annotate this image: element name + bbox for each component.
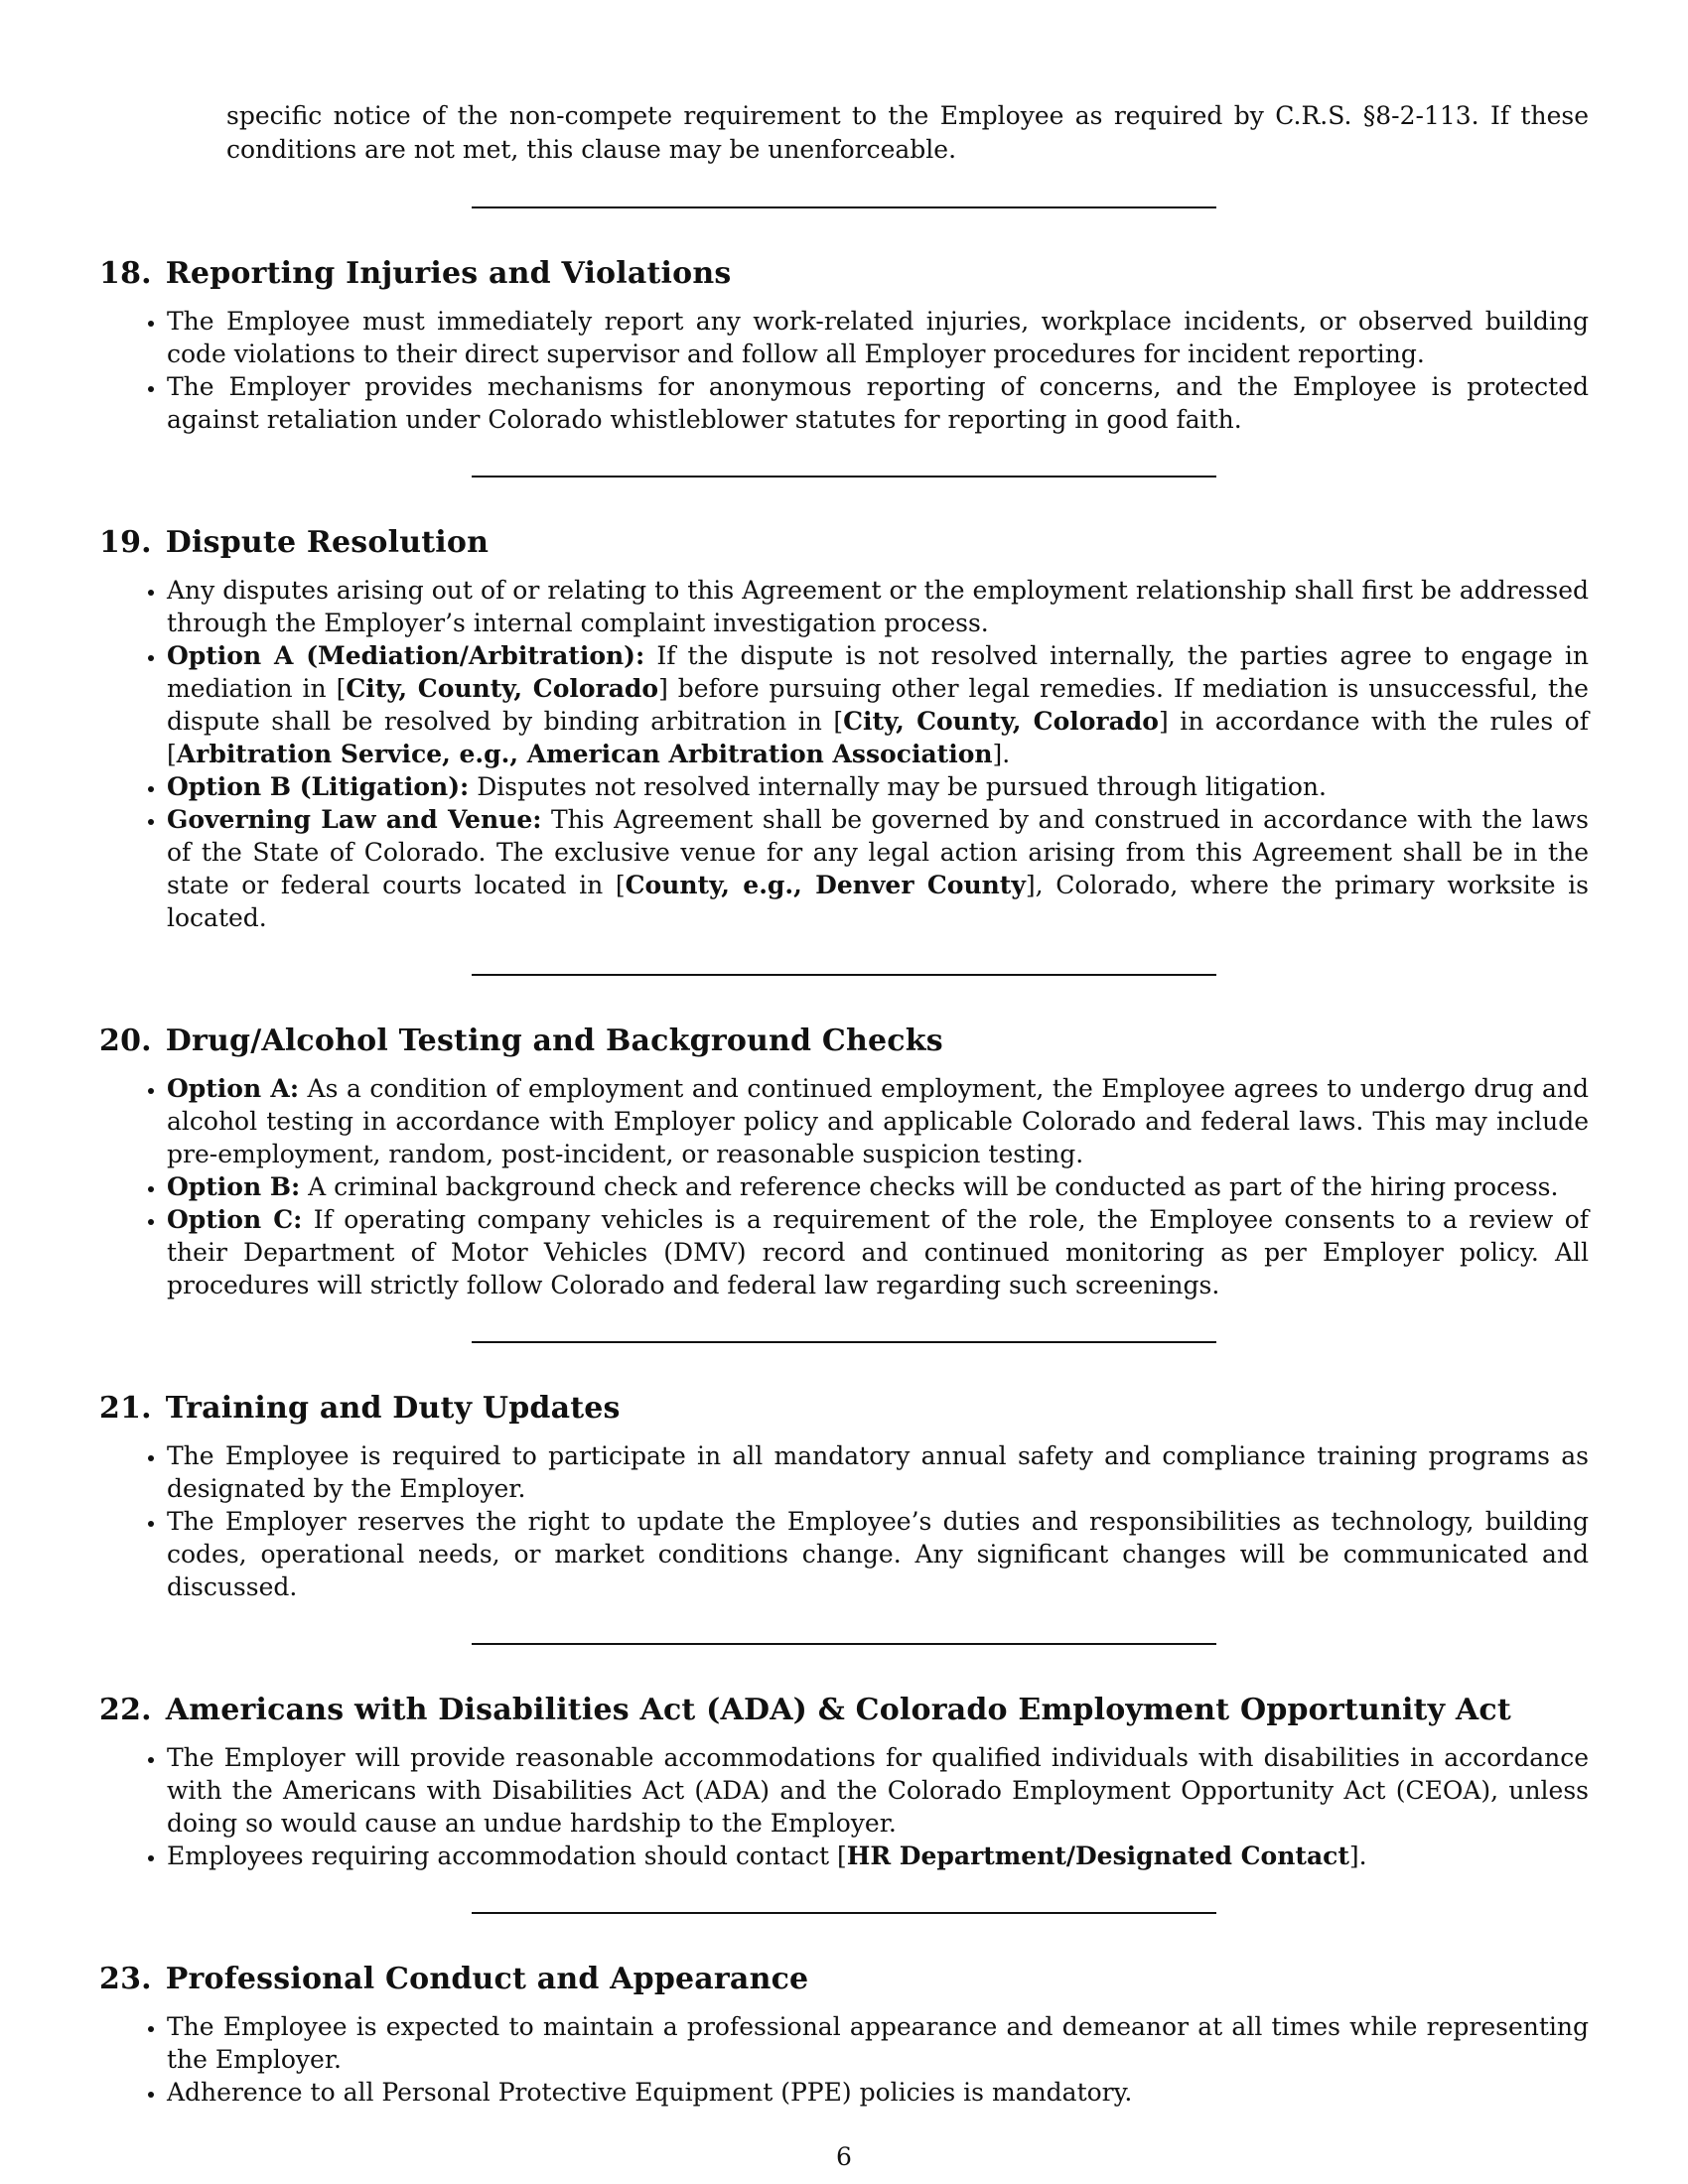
section-19 <box>99 525 1589 934</box>
bullet-list <box>99 1439 1589 1603</box>
list-item: • Any disputes arising out of or relating to this Agreement or the employment relationship shall first be addressed through the Employer’s internal complaint investigation process. <box>167 574 1589 639</box>
list-item: • The Employee is expected to maintain a professional appearance and demeanor at all times while representing the Employer. <box>167 2010 1589 2076</box>
list-item: • Option B (Litigation): Disputes not resolved internally may be pursued through litigation. <box>167 770 1589 803</box>
list-item: • The Employee must immediately report any work-related injuries, workplace incidents, or observed building code violations to their direct supervisor and follow all Employer procedures for incident reporting. <box>167 305 1589 370</box>
section-divider <box>472 206 1216 208</box>
section-divider <box>472 476 1216 478</box>
section-divider <box>472 1912 1216 1914</box>
section-heading: 23. Professional Conduct and Appearance <box>99 1962 809 1996</box>
section-heading: 22. Americans with Disabilities Act (ADA) & Colorado Employment Opportunity Act <box>99 1693 1511 1727</box>
bullet-list <box>99 1741 1589 1872</box>
list-item: • The Employee is required to participate in all mandatory annual safety and compliance training programs as designated by the Employer. <box>167 1439 1589 1505</box>
bullet-list <box>99 305 1589 436</box>
section-heading: 18. Reporting Injuries and Violations <box>99 256 732 291</box>
list-item: • The Employer provides mechanisms for anonymous reporting of concerns, and the Employee is protected against retaliation under Colorado whistleblower statutes for reporting in good faith. <box>167 370 1589 436</box>
list-item: • Employees requiring accommodation should contact [HR Department/Designated Contact]. <box>167 1840 1589 1872</box>
list-item: • Adherence to all Personal Protective Equipment (PPE) policies is mandatory. <box>167 2076 1589 2109</box>
bullet-list <box>99 2010 1589 2109</box>
section-23 <box>99 1962 1589 2109</box>
bullet-list <box>99 1072 1589 1301</box>
section-21 <box>99 1391 1589 1603</box>
section-divider <box>472 1643 1216 1645</box>
list-item: • Governing Law and Venue: This Agreement shall be governed by and construed in accordance with the laws of the State of Colorado. The exclusive venue for any legal action arising from this Agreement shall be in the state or federal courts located in [County, e.g., Denver County], Colorado, where the primary worksite is located. <box>167 803 1589 934</box>
list-item: • Option A (Mediation/Arbitration): If the dispute is not resolved internally, the parties agree to engage in mediation in [City, County, Colorado] before pursuing other legal remedies. If mediation is unsuccessful, the dispute shall be resolved by binding arbitration in [City, County, Colorado] in accordance with the rules of [Arbitration Service, e.g., American Arbitration Association]. <box>167 639 1589 770</box>
section-heading: 20. Drug/Alcohol Testing and Background Checks <box>99 1024 943 1058</box>
list-item: • Option A: As a condition of employment and continued employment, the Employee agrees to undergo drug and alcohol testing in accordance with Employer policy and applicable Colorado and federal laws. This may include pre-employment, random, post-incident, or reasonable suspicion testing. <box>167 1072 1589 1170</box>
section-divider <box>472 974 1216 976</box>
page-number: 6 <box>836 2142 852 2171</box>
list-item: • The Employer will provide reasonable accommodations for qualified individuals with disabilities in accordance with the Americans with Disabilities Act (ADA) and the Colorado Employment Opportunity Act (CEOA), unless doing so would cause an undue hardship to the Employer. <box>167 1741 1589 1840</box>
section-22 <box>99 1693 1589 1872</box>
bullet-list <box>99 574 1589 934</box>
list-item: • Option B: A criminal background check and reference checks will be conducted as part of the hiring process. <box>167 1170 1589 1203</box>
continuation-paragraph: specific notice of the non-compete requirement to the Employee as required by C.R.S. §8-2-113. If these conditions are not met, this clause may be unenforceable. <box>226 101 1589 164</box>
list-item: • The Employer reserves the right to update the Employee’s duties and responsibilities as technology, building codes, operational needs, or market conditions change. Any significant changes will be communicated and discussed. <box>167 1505 1589 1603</box>
list-item: • Option C: If operating company vehicles is a requirement of the role, the Employee consents to a review of their Department of Motor Vehicles (DMV) record and continued monitoring as per Employer policy. All procedures will strictly follow Colorado and federal law regarding such screenings. <box>167 1203 1589 1301</box>
section-heading: 21. Training and Duty Updates <box>99 1391 621 1426</box>
section-heading: 19. Dispute Resolution <box>99 525 490 560</box>
document-page <box>99 99 1589 2109</box>
section-divider <box>472 1341 1216 1343</box>
section-18 <box>99 256 1589 436</box>
section-20 <box>99 1024 1589 1301</box>
